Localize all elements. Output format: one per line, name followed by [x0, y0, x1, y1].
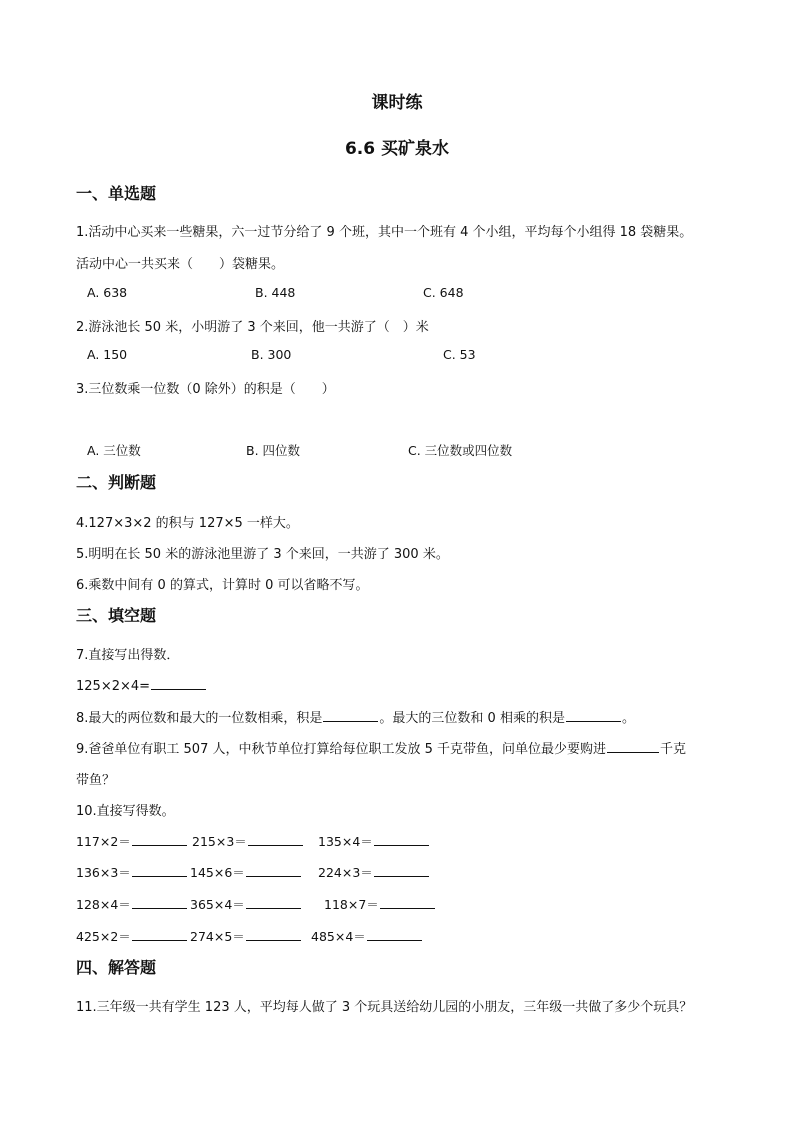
- question-2-option-a: A. 150: [87, 347, 128, 362]
- calc-item: [76, 927, 188, 945]
- calc-expression: 145×6＝: [190, 865, 245, 880]
- question-3-option-b: B. 四位数: [246, 443, 301, 458]
- calc-item: [192, 832, 304, 850]
- answer-blank: [374, 832, 429, 846]
- lesson-subtitle: 6.6 买矿泉水: [344, 139, 450, 159]
- answer-blank: [151, 676, 206, 690]
- question-8-part-3: 。: [621, 711, 635, 726]
- question-4: 4.127×3×2 的积与 127×5 一样大。: [76, 516, 299, 531]
- calc-item: [311, 927, 423, 945]
- calc-item: [324, 895, 436, 913]
- question-8-part-2: 。最大的三位数和 0 相乘的积是: [379, 711, 565, 726]
- answer-blank: [374, 863, 429, 877]
- question-7-expr-text: 125×2×4=: [76, 679, 151, 694]
- question-8-part-1: 8.最大的两位数和最大的一位数相乘，积是: [76, 711, 323, 726]
- answer-blank: [132, 927, 187, 941]
- answer-blank: [323, 708, 378, 722]
- answer-blank: [367, 927, 422, 941]
- answer-blank: [246, 895, 301, 909]
- question-9-line-1: [76, 738, 686, 757]
- answer-blank: [132, 895, 187, 909]
- calc-expression: 224×3＝: [318, 865, 373, 880]
- question-3-line-1: 3.三位数乘一位数（0 除外）的积是（ ）: [76, 382, 335, 397]
- calc-expression: 117×2＝: [76, 834, 131, 849]
- question-10-line-1: 10.直接写得数。: [76, 804, 175, 819]
- calc-expression: 118×7＝: [324, 897, 379, 912]
- question-11: 11.三年级一共有学生 123 人，平均每人做了 3 个玩具送给幼儿园的小朋友，三年级一共做了多少个玩具？: [76, 1000, 693, 1015]
- calc-item: [190, 863, 302, 881]
- calc-expression: 135×4＝: [318, 834, 373, 849]
- question-1-line-1: 1.活动中心买来一些糖果，六一过节分给了 9 个班，其中一个班有 4 个小组，平均每个小组得 18 袋糖果。: [76, 225, 693, 240]
- answer-blank: [132, 863, 187, 877]
- question-3-option-c: C. 三位数或四位数: [408, 443, 513, 458]
- section-heading-true-false: 二、判断题: [76, 473, 157, 492]
- question-6: 6.乘数中间有 0 的算式，计算时 0 可以省略不写。: [76, 578, 369, 593]
- question-1-option-a: A. 638: [87, 285, 128, 300]
- calc-expression: 215×3＝: [192, 834, 247, 849]
- question-2-line-1: 2.游泳池长 50 米，小明游了 3 个来回，他一共游了（ ）米: [76, 320, 429, 335]
- section-heading-single-choice: 一、单选题: [76, 184, 157, 203]
- calc-expression: 485×4＝: [311, 929, 366, 944]
- calc-expression: 128×4＝: [76, 897, 131, 912]
- calc-expression: 274×5＝: [190, 929, 245, 944]
- calc-item: [76, 863, 188, 881]
- section-heading-word-problems: 四、解答题: [76, 958, 157, 977]
- question-9-part-1: 9.爸爸单位有职工 507 人，中秋节单位打算给每位职工发放 5 千克带鱼，问单位最少要购进: [76, 742, 607, 757]
- answer-blank: [246, 927, 301, 941]
- answer-blank: [566, 708, 621, 722]
- answer-blank: [132, 832, 187, 846]
- calc-item: [76, 895, 188, 913]
- page-title: 课时练: [371, 93, 423, 113]
- question-8: [76, 707, 635, 726]
- question-9-line-2: 带鱼？: [76, 773, 116, 788]
- calc-expression: 136×3＝: [76, 865, 131, 880]
- calc-item: [76, 832, 188, 850]
- calc-expression: 425×2＝: [76, 929, 131, 944]
- question-5: 5.明明在长 50 米的游泳池里游了 3 个来回，一共游了 300 米。: [76, 547, 449, 562]
- answer-blank: [248, 832, 303, 846]
- question-3-option-a: A. 三位数: [87, 443, 141, 458]
- question-2-option-c: C. 53: [443, 347, 476, 362]
- question-9-part-2: 千克: [660, 742, 687, 757]
- calc-item: [190, 895, 302, 913]
- calc-expression: 365×4＝: [190, 897, 245, 912]
- question-1-option-c: C. 648: [423, 285, 464, 300]
- question-7-expression: [76, 676, 207, 694]
- question-2-option-b: B. 300: [251, 347, 292, 362]
- answer-blank: [246, 863, 301, 877]
- calc-item: [318, 863, 430, 881]
- question-1-line-2: 活动中心一共买来（ ）袋糖果。: [76, 257, 285, 272]
- section-heading-fill-in: 三、填空题: [76, 606, 157, 625]
- answer-blank: [380, 895, 435, 909]
- answer-blank: [607, 739, 659, 753]
- calc-item: [190, 927, 302, 945]
- question-7-line-1: 7.直接写出得数．: [76, 648, 180, 663]
- calc-item: [318, 832, 430, 850]
- question-1-option-b: B. 448: [255, 285, 296, 300]
